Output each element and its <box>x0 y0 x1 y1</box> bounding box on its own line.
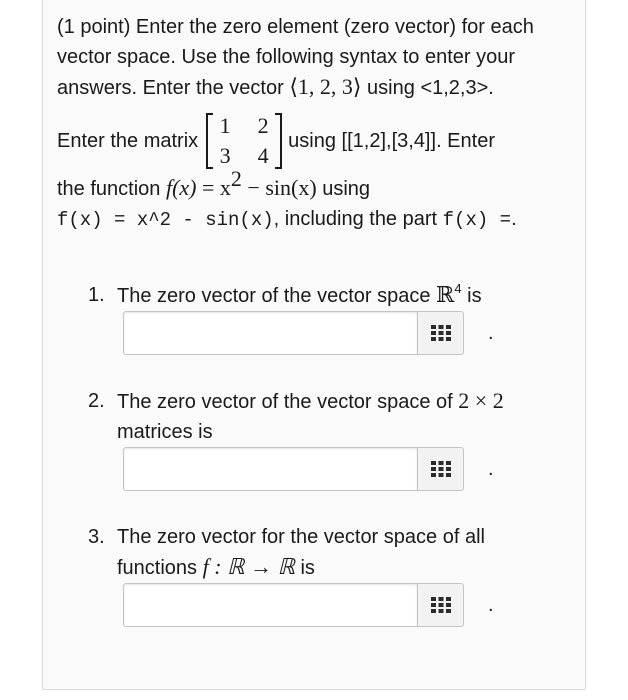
matrix-entry: 1 <box>219 113 231 138</box>
equation-palette-button-1[interactable] <box>417 311 464 355</box>
trailing-period: . <box>488 322 494 344</box>
vector-example: ⟨1, 2, 3⟩ <box>289 74 362 99</box>
intro-text: . <box>511 208 517 230</box>
question-3 <box>88 522 538 583</box>
grid-palette-icon <box>431 597 451 613</box>
intro-line-2: vector space. Use the following syntax to enter your <box>57 46 516 68</box>
intro-text: using <box>316 178 371 200</box>
question-text-part: The zero vector of the vector space <box>117 285 437 307</box>
answer-input-2[interactable] <box>123 447 417 491</box>
answer-input-1[interactable] <box>123 311 417 355</box>
function-eq: = x <box>196 175 231 200</box>
question-text-line-2: matrices is <box>117 421 213 443</box>
question-math: 2 × 2 <box>458 388 504 413</box>
question-math: ℝ <box>436 282 455 307</box>
problem-instructions <box>57 12 577 235</box>
question-number: 3. <box>88 526 105 548</box>
function-part-syntax: f(x) = <box>442 209 512 231</box>
intro-text: the function <box>57 178 166 200</box>
answer-box-3 <box>123 583 464 627</box>
matrix-syntax: [[1,2],[3,4]] <box>341 130 437 152</box>
question-text-part: is <box>294 557 315 579</box>
answer-box-1 <box>123 311 464 355</box>
question-math: f : ℝ → ℝ <box>202 554 295 579</box>
question-text-part: The zero vector of the vector space of <box>117 391 459 413</box>
intro-text: . Enter <box>436 130 495 152</box>
matrix-example-line <box>57 107 577 175</box>
matrix-row <box>214 141 274 171</box>
trailing-period: . <box>488 594 494 616</box>
question-text-part: is <box>461 285 482 307</box>
question-number: 2. <box>88 390 105 412</box>
function-lhs: f(x) <box>165 175 197 200</box>
equation-palette-button-2[interactable] <box>417 447 464 491</box>
intro-text: using <box>288 130 342 152</box>
matrix-row <box>214 111 274 141</box>
question-text <box>117 280 538 311</box>
grid-palette-icon <box>431 325 451 341</box>
question-text <box>117 386 538 417</box>
function-syntax: f(x) = x^2 - sin(x) <box>57 209 274 231</box>
matrix-example <box>206 111 282 171</box>
matrix-entry: 3 <box>219 143 231 168</box>
intro-text <box>288 126 495 156</box>
question-text: The zero vector for the vector space of all <box>117 526 485 548</box>
question-text-part: functions <box>117 557 203 579</box>
function-exponent: 2 <box>230 166 242 191</box>
question-1 <box>88 280 538 311</box>
question-number: 1. <box>88 284 105 306</box>
intro-line-1: (1 point) Enter the zero element (zero vector) for each <box>57 16 534 38</box>
trailing-period: . <box>488 458 494 480</box>
function-rhs: − sin(x) <box>241 175 317 200</box>
intro-text: using <box>361 77 421 99</box>
intro-text: , including the part <box>273 208 443 230</box>
intro-line-3 <box>57 72 577 103</box>
intro-text: answers. Enter the vector <box>57 77 290 99</box>
matrix-entry: 4 <box>257 143 269 168</box>
answer-input-3[interactable] <box>123 583 417 627</box>
question-math-sup: 4 <box>454 281 462 296</box>
vector-syntax: <1,2,3>. <box>420 77 494 99</box>
intro-line-5 <box>57 166 577 204</box>
answer-box-2 <box>123 447 464 491</box>
question-2 <box>88 386 538 447</box>
intro-text: Enter the matrix <box>57 130 199 152</box>
equation-palette-button-3[interactable] <box>417 583 464 627</box>
grid-palette-icon <box>431 461 451 477</box>
question-text-line-2 <box>117 552 538 583</box>
intro-line-6 <box>57 204 577 235</box>
matrix-entry: 2 <box>257 113 269 138</box>
